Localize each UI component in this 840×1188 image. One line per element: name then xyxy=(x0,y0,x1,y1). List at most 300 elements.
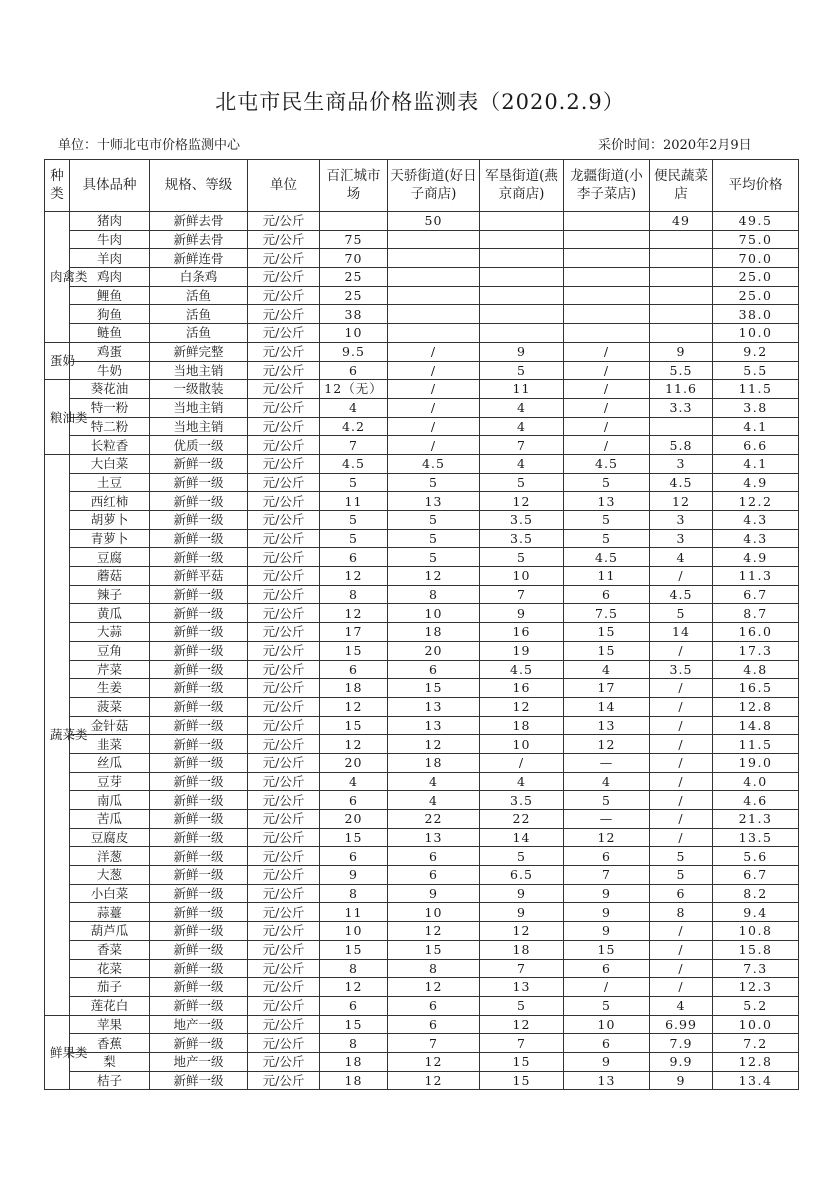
price-baihui: 7 xyxy=(320,436,388,455)
price-baihui xyxy=(320,212,388,231)
table-row xyxy=(45,940,799,959)
price-tianjiao: / xyxy=(388,361,480,380)
item-name: 特一粉 xyxy=(70,398,150,417)
price-longjiang: / xyxy=(564,361,650,380)
price-average: 7.3 xyxy=(713,959,799,978)
table-row xyxy=(45,1034,799,1053)
price-longjiang: / xyxy=(564,398,650,417)
price-bianmin: / xyxy=(650,922,713,941)
item-unit: 元/公斤 xyxy=(248,212,320,231)
item-spec: 新鲜一级 xyxy=(150,847,248,866)
price-tianjiao: 18 xyxy=(388,623,480,642)
table-row xyxy=(45,567,799,586)
item-unit: 元/公斤 xyxy=(248,1034,320,1053)
item-spec: 新鲜一级 xyxy=(150,1034,248,1053)
price-baihui: 6 xyxy=(320,791,388,810)
item-name: 葫芦瓜 xyxy=(70,922,150,941)
item-unit: 元/公斤 xyxy=(248,847,320,866)
price-longjiang: 13 xyxy=(564,492,650,511)
price-longjiang xyxy=(564,268,650,287)
price-tianjiao: 6 xyxy=(388,660,480,679)
item-spec: 新鲜一级 xyxy=(150,473,248,492)
item-spec: 新鲜连骨 xyxy=(150,249,248,268)
item-unit: 元/公斤 xyxy=(248,866,320,885)
category-label xyxy=(45,1015,88,1090)
table-row xyxy=(45,305,799,324)
item-spec: 活鱼 xyxy=(150,305,248,324)
price-baihui: 5 xyxy=(320,511,388,530)
price-tianjiao: 18 xyxy=(388,753,480,772)
price-baihui: 15 xyxy=(320,641,388,660)
table-row xyxy=(45,473,799,492)
header-spec: 规格、等级 xyxy=(150,160,248,212)
table-row xyxy=(45,884,799,903)
price-tianjiao: 10 xyxy=(388,604,480,623)
item-unit: 元/公斤 xyxy=(248,585,320,604)
price-longjiang: 6 xyxy=(564,1034,650,1053)
price-average: 17.3 xyxy=(713,641,799,660)
table-row xyxy=(45,324,799,343)
item-unit: 元/公斤 xyxy=(248,810,320,829)
price-baihui: 18 xyxy=(320,679,388,698)
price-baihui: 18 xyxy=(320,1052,388,1071)
category-label xyxy=(45,342,76,379)
item-unit: 元/公斤 xyxy=(248,604,320,623)
item-unit: 元/公斤 xyxy=(248,978,320,997)
price-bianmin: 4 xyxy=(650,996,713,1015)
item-unit: 元/公斤 xyxy=(248,641,320,660)
price-bianmin: 5 xyxy=(650,604,713,623)
item-unit: 元/公斤 xyxy=(248,828,320,847)
price-average: 12.8 xyxy=(713,1052,799,1071)
price-longjiang: 9 xyxy=(564,884,650,903)
price-average: 49.5 xyxy=(713,212,799,231)
price-baihui: 12（无） xyxy=(320,380,388,399)
item-name: 大蒜 xyxy=(70,623,150,642)
item-unit: 元/公斤 xyxy=(248,1052,320,1071)
table-row xyxy=(45,660,799,679)
price-bianmin: 3 xyxy=(650,454,713,473)
item-unit: 元/公斤 xyxy=(248,1015,320,1034)
item-spec: 新鲜一级 xyxy=(150,940,248,959)
price-baihui: 15 xyxy=(320,716,388,735)
item-name: 鸡肉 xyxy=(70,268,150,287)
price-tianjiao: 13 xyxy=(388,697,480,716)
item-unit: 元/公斤 xyxy=(248,940,320,959)
item-unit: 元/公斤 xyxy=(248,454,320,473)
price-baihui: 15 xyxy=(320,828,388,847)
item-unit: 元/公斤 xyxy=(248,753,320,772)
price-average: 70.0 xyxy=(713,249,799,268)
price-junken: 3.5 xyxy=(480,511,564,530)
price-average: 13.4 xyxy=(713,1071,799,1090)
price-baihui: 4.5 xyxy=(320,454,388,473)
price-junken xyxy=(480,230,564,249)
price-longjiang: 13 xyxy=(564,716,650,735)
item-spec: 新鲜去骨 xyxy=(150,230,248,249)
table-row xyxy=(45,492,799,511)
price-average: 6.6 xyxy=(713,436,799,455)
price-bianmin: 3.5 xyxy=(650,660,713,679)
price-tianjiao: / xyxy=(388,342,480,361)
item-unit: 元/公斤 xyxy=(248,567,320,586)
price-longjiang: 9 xyxy=(564,903,650,922)
price-bianmin: 6 xyxy=(650,884,713,903)
price-longjiang: 4.5 xyxy=(564,548,650,567)
price-bianmin xyxy=(650,324,713,343)
item-unit: 元/公斤 xyxy=(248,623,320,642)
price-baihui: 12 xyxy=(320,735,388,754)
item-unit: 元/公斤 xyxy=(248,660,320,679)
price-longjiang: 13 xyxy=(564,1071,650,1090)
table-row xyxy=(45,361,799,380)
table-row xyxy=(45,922,799,941)
item-spec: 活鱼 xyxy=(150,324,248,343)
price-junken: 10 xyxy=(480,567,564,586)
price-junken: 4.5 xyxy=(480,660,564,679)
category-label xyxy=(45,380,88,455)
price-junken: 3.5 xyxy=(480,791,564,810)
item-unit: 元/公斤 xyxy=(248,529,320,548)
item-name: 青萝卜 xyxy=(70,529,150,548)
price-longjiang: 5 xyxy=(564,996,650,1015)
item-spec: 新鲜一级 xyxy=(150,735,248,754)
price-longjiang: 6 xyxy=(564,847,650,866)
price-tianjiao: 4 xyxy=(388,772,480,791)
price-baihui: 12 xyxy=(320,604,388,623)
price-junken: 10 xyxy=(480,735,564,754)
table-row xyxy=(45,1015,799,1034)
item-spec: 新鲜一级 xyxy=(150,978,248,997)
price-bianmin: 3.3 xyxy=(650,398,713,417)
price-longjiang xyxy=(564,249,650,268)
price-tianjiao: 13 xyxy=(388,716,480,735)
table-row xyxy=(45,380,799,399)
price-average: 16.0 xyxy=(713,623,799,642)
price-longjiang: 10 xyxy=(564,1015,650,1034)
price-tianjiao: 12 xyxy=(388,735,480,754)
item-unit: 元/公斤 xyxy=(248,735,320,754)
price-average: 4.8 xyxy=(713,660,799,679)
item-name: 牛奶 xyxy=(70,361,150,380)
price-longjiang: 5 xyxy=(564,529,650,548)
item-name: 羊肉 xyxy=(70,249,150,268)
price-junken: 5 xyxy=(480,996,564,1015)
price-baihui: 12 xyxy=(320,697,388,716)
item-unit: 元/公斤 xyxy=(248,380,320,399)
price-tianjiao: 7 xyxy=(388,1034,480,1053)
price-baihui: 4.2 xyxy=(320,417,388,436)
price-junken: 4 xyxy=(480,454,564,473)
price-average: 21.3 xyxy=(713,810,799,829)
price-table xyxy=(44,159,799,1090)
item-name: 长粒香 xyxy=(70,436,150,455)
item-spec: 新鲜一级 xyxy=(150,679,248,698)
item-name: 小白菜 xyxy=(70,884,150,903)
price-average: 4.3 xyxy=(713,529,799,548)
price-tianjiao: 50 xyxy=(388,212,480,231)
price-bianmin: 6.99 xyxy=(650,1015,713,1034)
price-tianjiao: 4 xyxy=(388,791,480,810)
price-junken: 4 xyxy=(480,417,564,436)
table-row xyxy=(45,641,799,660)
price-junken: 6.5 xyxy=(480,866,564,885)
item-spec: 新鲜一级 xyxy=(150,996,248,1015)
item-name: 苹果 xyxy=(70,1015,150,1034)
price-longjiang: 15 xyxy=(564,623,650,642)
price-longjiang: — xyxy=(564,753,650,772)
table-row xyxy=(45,996,799,1015)
price-tianjiao: 12 xyxy=(388,1052,480,1071)
collection-date: 采价时间：2020年2月9日 xyxy=(598,138,752,153)
item-unit: 元/公斤 xyxy=(248,249,320,268)
price-tianjiao: 9 xyxy=(388,884,480,903)
item-name: 南瓜 xyxy=(70,791,150,810)
price-baihui: 5 xyxy=(320,529,388,548)
price-average: 7.2 xyxy=(713,1034,799,1053)
item-unit: 元/公斤 xyxy=(248,361,320,380)
price-junken: 4 xyxy=(480,398,564,417)
item-spec: 当地主销 xyxy=(150,398,248,417)
price-tianjiao: 6 xyxy=(388,847,480,866)
price-bianmin xyxy=(650,268,713,287)
monitoring-unit: 单位：十师北屯市价格监测中心 xyxy=(58,138,241,153)
header-market-bianmin: 便民蔬菜店 xyxy=(650,160,713,212)
price-average: 4.3 xyxy=(713,511,799,530)
item-unit: 元/公斤 xyxy=(248,305,320,324)
item-spec: 新鲜平菇 xyxy=(150,567,248,586)
category-label xyxy=(45,212,88,343)
item-spec: 新鲜一级 xyxy=(150,922,248,941)
price-bianmin: / xyxy=(650,679,713,698)
price-junken: 11 xyxy=(480,380,564,399)
price-bianmin: 3 xyxy=(650,529,713,548)
price-bianmin: 5 xyxy=(650,847,713,866)
price-junken: 7 xyxy=(480,1034,564,1053)
price-average: 4.6 xyxy=(713,791,799,810)
price-tianjiao: 5 xyxy=(388,529,480,548)
item-spec: 新鲜去骨 xyxy=(150,212,248,231)
price-baihui: 6 xyxy=(320,996,388,1015)
price-baihui: 12 xyxy=(320,978,388,997)
price-bianmin: / xyxy=(650,772,713,791)
item-name: 梨 xyxy=(70,1052,150,1071)
price-bianmin: 9.9 xyxy=(650,1052,713,1071)
price-tianjiao: 5 xyxy=(388,511,480,530)
price-junken: 19 xyxy=(480,641,564,660)
table-body xyxy=(45,212,799,1090)
price-longjiang: 9 xyxy=(564,922,650,941)
item-unit: 元/公斤 xyxy=(248,922,320,941)
price-average: 10.0 xyxy=(713,1015,799,1034)
item-unit: 元/公斤 xyxy=(248,342,320,361)
table-row xyxy=(45,1071,799,1090)
table-row xyxy=(45,249,799,268)
item-name: 香菜 xyxy=(70,940,150,959)
price-baihui: 6 xyxy=(320,361,388,380)
price-baihui: 18 xyxy=(320,1071,388,1090)
price-longjiang: 7 xyxy=(564,866,650,885)
item-unit: 元/公斤 xyxy=(248,324,320,343)
item-name: 洋葱 xyxy=(70,847,150,866)
price-baihui: 4 xyxy=(320,398,388,417)
item-spec: 新鲜一级 xyxy=(150,866,248,885)
price-tianjiao xyxy=(388,230,480,249)
item-name: 豆角 xyxy=(70,641,150,660)
price-average: 6.7 xyxy=(713,866,799,885)
price-average: 4.1 xyxy=(713,454,799,473)
item-name: 花菜 xyxy=(70,959,150,978)
price-tianjiao: 12 xyxy=(388,922,480,941)
price-baihui: 4 xyxy=(320,772,388,791)
price-baihui: 6 xyxy=(320,660,388,679)
price-bianmin: 14 xyxy=(650,623,713,642)
table-row xyxy=(45,847,799,866)
item-unit: 元/公斤 xyxy=(248,417,320,436)
price-tianjiao: 13 xyxy=(388,828,480,847)
price-bianmin: 4.5 xyxy=(650,585,713,604)
price-bianmin xyxy=(650,286,713,305)
price-longjiang: 14 xyxy=(564,697,650,716)
price-baihui: 20 xyxy=(320,753,388,772)
table-row xyxy=(45,529,799,548)
price-average: 3.8 xyxy=(713,398,799,417)
price-baihui: 8 xyxy=(320,884,388,903)
price-longjiang: 4.5 xyxy=(564,454,650,473)
price-junken: 3.5 xyxy=(480,529,564,548)
price-tianjiao xyxy=(388,268,480,287)
table-row xyxy=(45,286,799,305)
price-average: 38.0 xyxy=(713,305,799,324)
price-longjiang: — xyxy=(564,810,650,829)
table-row xyxy=(45,772,799,791)
price-bianmin: 5.5 xyxy=(650,361,713,380)
price-tianjiao: 15 xyxy=(388,679,480,698)
item-name: 大白菜 xyxy=(70,454,150,473)
price-bianmin: / xyxy=(650,959,713,978)
item-spec: 一级散装 xyxy=(150,380,248,399)
table-row xyxy=(45,623,799,642)
price-junken: 7 xyxy=(480,436,564,455)
item-spec: 新鲜完整 xyxy=(150,342,248,361)
item-name: 韭菜 xyxy=(70,735,150,754)
price-longjiang xyxy=(564,305,650,324)
price-junken: 9 xyxy=(480,903,564,922)
item-spec: 当地主销 xyxy=(150,361,248,380)
price-tianjiao: / xyxy=(388,398,480,417)
item-spec: 新鲜一级 xyxy=(150,697,248,716)
price-baihui: 6 xyxy=(320,847,388,866)
price-baihui: 10 xyxy=(320,922,388,941)
item-name: 蒜薹 xyxy=(70,903,150,922)
item-name: 桔子 xyxy=(70,1071,150,1090)
price-average: 12.3 xyxy=(713,978,799,997)
item-name: 黄瓜 xyxy=(70,604,150,623)
price-baihui: 17 xyxy=(320,623,388,642)
price-longjiang: / xyxy=(564,436,650,455)
price-average: 12.2 xyxy=(713,492,799,511)
item-unit: 元/公斤 xyxy=(248,903,320,922)
price-bianmin: / xyxy=(650,567,713,586)
price-average: 8.7 xyxy=(713,604,799,623)
price-average: 14.8 xyxy=(713,716,799,735)
price-baihui: 12 xyxy=(320,567,388,586)
price-longjiang: 7.5 xyxy=(564,604,650,623)
item-name: 鲤鱼 xyxy=(70,286,150,305)
item-name: 豆腐 xyxy=(70,548,150,567)
price-junken: 4 xyxy=(480,772,564,791)
price-baihui: 25 xyxy=(320,268,388,287)
price-bianmin: 4 xyxy=(650,548,713,567)
page-title: 北屯市民生商品价格监测表（2020.2.9） xyxy=(215,90,625,114)
price-junken: 14 xyxy=(480,828,564,847)
price-longjiang xyxy=(564,324,650,343)
price-junken: 15 xyxy=(480,1071,564,1090)
table-row xyxy=(45,268,799,287)
price-longjiang: 6 xyxy=(564,959,650,978)
header-average: 平均价格 xyxy=(713,160,799,212)
table-row xyxy=(45,417,799,436)
price-junken: 12 xyxy=(480,922,564,941)
table-row xyxy=(45,436,799,455)
price-tianjiao: 8 xyxy=(388,959,480,978)
price-bianmin: 8 xyxy=(650,903,713,922)
price-average: 25.0 xyxy=(713,286,799,305)
price-bianmin: / xyxy=(650,753,713,772)
item-name: 葵花油 xyxy=(70,380,150,399)
table-row xyxy=(45,342,799,361)
price-tianjiao: 13 xyxy=(388,492,480,511)
price-average: 15.8 xyxy=(713,940,799,959)
table-row xyxy=(45,978,799,997)
item-unit: 元/公斤 xyxy=(248,772,320,791)
item-spec: 新鲜一级 xyxy=(150,959,248,978)
item-spec: 新鲜一级 xyxy=(150,716,248,735)
category-label xyxy=(45,454,88,1015)
price-longjiang: 9 xyxy=(564,1052,650,1071)
item-spec: 新鲜一级 xyxy=(150,1071,248,1090)
category-label-text: 肉禽类 xyxy=(50,269,88,285)
table-row xyxy=(45,548,799,567)
price-longjiang: 12 xyxy=(564,828,650,847)
price-baihui: 8 xyxy=(320,959,388,978)
header-item: 具体品种 xyxy=(70,160,150,212)
price-bianmin: 11.6 xyxy=(650,380,713,399)
table-row xyxy=(45,454,799,473)
price-baihui: 11 xyxy=(320,492,388,511)
price-junken: 5 xyxy=(480,473,564,492)
price-longjiang: / xyxy=(564,417,650,436)
price-longjiang: / xyxy=(564,342,650,361)
price-junken: 7 xyxy=(480,585,564,604)
price-tianjiao: / xyxy=(388,380,480,399)
price-longjiang: 12 xyxy=(564,735,650,754)
price-longjiang: / xyxy=(564,380,650,399)
item-name: 鲢鱼 xyxy=(70,324,150,343)
item-name: 茄子 xyxy=(70,978,150,997)
price-bianmin: / xyxy=(650,978,713,997)
price-junken xyxy=(480,324,564,343)
price-longjiang xyxy=(564,286,650,305)
price-longjiang: 11 xyxy=(564,567,650,586)
price-bianmin: / xyxy=(650,735,713,754)
table-row xyxy=(45,585,799,604)
price-junken: 18 xyxy=(480,940,564,959)
price-average: 11.3 xyxy=(713,567,799,586)
price-longjiang: 15 xyxy=(564,940,650,959)
price-bianmin: / xyxy=(650,641,713,660)
price-baihui: 20 xyxy=(320,810,388,829)
